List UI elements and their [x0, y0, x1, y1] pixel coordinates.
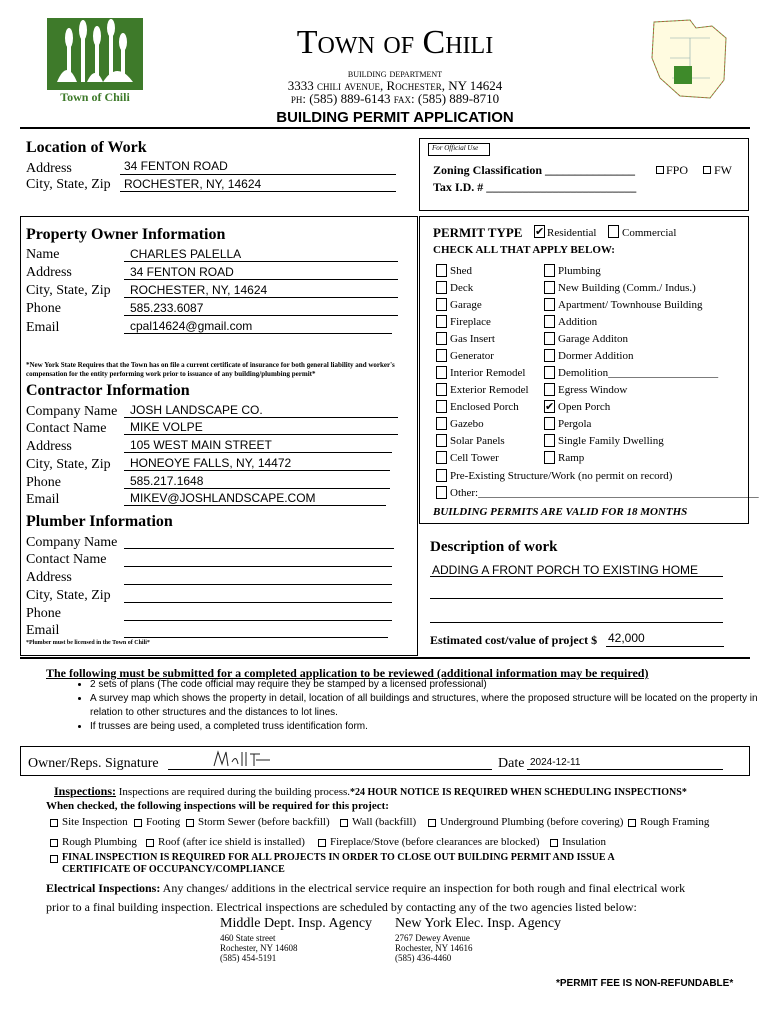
electrical-text-2: prior to a final building inspection. Electrical inspections are scheduled by contacting any of the two agencies listed below: — [46, 900, 637, 914]
preexisting-label: Pre-Existing Structure/Work (no permit on record) — [450, 470, 673, 482]
permit-option-checkbox[interactable] — [544, 417, 555, 430]
inspection-label: Storm Sewer (before backfill) — [198, 816, 330, 828]
inspection-label: Rough Framing — [640, 816, 710, 828]
agency-phone: (585) 454-5191 — [220, 953, 277, 963]
location-city-line — [120, 191, 396, 192]
inspection-checkbox[interactable] — [318, 839, 326, 847]
contractor-contact-field[interactable]: MIKE VOLPE — [130, 420, 203, 434]
inspections-line — [54, 784, 687, 799]
permit-option-label: Shed — [450, 265, 472, 277]
permit-option-checkbox[interactable] — [544, 264, 555, 277]
permit-option-label: Gas Insert — [450, 333, 495, 345]
zoning-label: Zoning Classification _______________ — [433, 163, 636, 177]
location-address-label: Address — [26, 161, 72, 176]
contractor-phone-label: Phone — [26, 475, 61, 490]
inspection-checkbox[interactable] — [50, 839, 58, 847]
department-address: 3333 chili avenue, Rochester, NY 14624 — [287, 78, 503, 93]
permit-option-label: Apartment/ Townhouse Building — [558, 299, 703, 311]
inspection-label: Insulation — [562, 836, 606, 848]
permit-option-label: Cell Tower — [450, 452, 499, 464]
inspection-label: Footing — [146, 816, 181, 828]
permit-option-label: Pergola — [558, 418, 592, 430]
permit-option-label: Single Family Dwelling — [558, 435, 664, 447]
valid-note: BUILDING PERMITS ARE VALID FOR 18 MONTHS — [433, 506, 688, 518]
contractor-city-line — [124, 470, 390, 471]
location-address-line — [120, 174, 396, 175]
permit-option-checkbox[interactable] — [544, 451, 555, 464]
contractor-company-line — [124, 417, 398, 418]
inspection-label: Rough Plumbing — [62, 836, 137, 848]
inspection-checkbox[interactable] — [50, 819, 58, 827]
contractor-email-label: Email — [26, 492, 60, 507]
permit-option-checkbox[interactable] — [544, 332, 555, 345]
permit-option-checkbox[interactable] — [544, 383, 555, 396]
signature-scribble-icon[interactable] — [212, 748, 272, 770]
owner-email-label: Email — [26, 320, 60, 335]
permit-option-checkbox[interactable] — [436, 349, 447, 362]
location-address-field[interactable]: 34 FENTON ROAD — [124, 159, 228, 173]
inspection-checkbox[interactable] — [134, 819, 142, 827]
owner-phone-field[interactable]: 585.233.6087 — [130, 301, 204, 315]
requirements-list — [50, 678, 770, 734]
description-heading: Description of work — [430, 539, 558, 555]
check-all-label: CHECK ALL THAT APPLY BELOW: — [433, 244, 615, 256]
date-line — [527, 769, 723, 770]
permit-option-checkbox[interactable] — [436, 434, 447, 447]
contractor-company-label: Company Name — [26, 404, 118, 419]
permit-option-label: Addition — [558, 316, 598, 328]
page-title: Town of Chili — [296, 24, 494, 61]
description-line-3 — [430, 622, 723, 623]
requirement-item: • If trusses are being used, a completed truss identification form. — [90, 720, 770, 734]
permit-type-heading: PERMIT TYPE — [433, 225, 523, 240]
owner-city-field[interactable]: ROCHESTER, NY, 14624 — [130, 283, 268, 297]
tax-id-label: Tax I.D. # _________________________ — [433, 180, 637, 194]
plumber-note: *Plumber must be licensed in the Town of Chili* — [26, 640, 150, 646]
permit-option-label: Demolition____________________ — [558, 367, 719, 379]
contractor-phone-field[interactable]: 585.217.1648 — [130, 474, 204, 488]
inspections-notice: *24 HOUR NOTICE IS REQUIRED WHEN SCHEDULING INSPECTIONS* — [350, 787, 687, 798]
agency-address: 460 State street — [220, 933, 276, 943]
permit-option-label: Fireplace — [450, 316, 491, 328]
other-checkbox[interactable] — [436, 486, 447, 499]
date-field[interactable]: 2024-12-11 — [530, 757, 581, 768]
cattail-logo-icon — [47, 18, 143, 90]
residential-label: Residential — [547, 227, 597, 239]
permit-option-label: Generator — [450, 350, 494, 362]
plumber-company-label: Company Name — [26, 535, 118, 550]
signature-label: Owner/Reps. Signature — [28, 756, 159, 771]
cost-field[interactable]: 42,000 — [608, 631, 645, 645]
date-label: Date — [498, 756, 525, 771]
insurance-note: *New York State Requires that the Town has on file a current certificate of insurance for both general liability and worker's compensation for the entity performing work prior to issuance of any building/plumbing permit* — [26, 361, 395, 378]
residential-checkbox[interactable]: ✔ — [535, 225, 545, 238]
permit-option-checkbox[interactable] — [436, 281, 447, 294]
permit-option-label: Gazebo — [450, 418, 484, 430]
plumber-contact-field[interactable] — [124, 566, 392, 567]
description-field[interactable]: ADDING A FRONT PORCH TO EXISTING HOME — [432, 563, 699, 577]
inspection-label: Wall (backfill) — [352, 816, 417, 828]
owner-heading: Property Owner Information — [26, 226, 226, 243]
agency-city: Rochester, NY 14608 — [220, 943, 298, 953]
owner-city-label: City, State, Zip — [26, 283, 111, 298]
agency-phone: (585) 436-4460 — [395, 953, 452, 963]
plumber-phone-label: Phone — [26, 606, 61, 621]
contractor-heading: Contractor Information — [26, 382, 190, 399]
permit-option-label: Solar Panels — [450, 435, 505, 447]
electrical-label: Electrical Inspections: — [46, 881, 161, 895]
agency-city: Rochester, NY 14616 — [395, 943, 473, 953]
permit-option-checkbox[interactable] — [436, 332, 447, 345]
permit-option-checkbox[interactable] — [436, 315, 447, 328]
permit-option-checkbox[interactable] — [544, 349, 555, 362]
plumber-email-field[interactable] — [124, 637, 388, 638]
town-logo — [47, 18, 143, 90]
cost-line — [606, 646, 724, 647]
permit-option-checkbox[interactable] — [544, 298, 555, 311]
owner-address-field[interactable]: 34 FENTON ROAD — [130, 265, 234, 279]
permit-option-checkbox[interactable] — [436, 264, 447, 277]
town-map — [650, 18, 730, 100]
owner-name-field[interactable]: CHARLES PALELLA — [130, 247, 242, 261]
when-checked-label: When checked, the following inspections will be required for this project: — [46, 800, 389, 812]
final-inspection-note: FINAL INSPECTION IS REQUIRED FOR ALL PROJECTS IN ORDER TO CLOSE OUT BUILDING PERMIT AND ISSUE A — [62, 852, 615, 863]
electrical-text-1: Any changes/ additions in the electrical service require an inspection for both rough and final electrical work — [162, 881, 686, 895]
title-divider — [20, 127, 750, 129]
logo-caption: Town of Chili — [60, 90, 130, 104]
contractor-address-line — [124, 452, 392, 453]
plumber-address-field[interactable] — [124, 584, 392, 585]
inspections-text: Inspections are required during the building process. — [118, 786, 351, 798]
department: building department — [347, 66, 443, 80]
description-line-1 — [430, 576, 723, 577]
plumber-company-field[interactable] — [124, 548, 394, 549]
owner-email-field[interactable]: cpal14624@gmail.com — [130, 319, 253, 333]
permit-option-checkbox[interactable] — [436, 417, 447, 430]
cost-label: Estimated cost/value of project $ — [430, 633, 598, 647]
plumber-city-label: City, State, Zip — [26, 588, 111, 603]
commercial-label: Commercial — [622, 227, 677, 239]
inspections-label: Inspections: — [54, 784, 117, 798]
location-city-field[interactable]: ROCHESTER, NY, 14624 — [124, 177, 262, 191]
permit-option-checkbox[interactable] — [544, 434, 555, 447]
contractor-city-label: City, State, Zip — [26, 457, 111, 472]
fpo-label: FPO — [666, 163, 689, 177]
permit-option-label: New Building (Comm./ Indus.) — [558, 282, 696, 294]
plumber-phone-field[interactable] — [124, 620, 392, 621]
fw-checkbox[interactable] — [703, 166, 711, 174]
owner-phone-label: Phone — [26, 301, 61, 316]
location-city-label: City, State, Zip — [26, 177, 111, 192]
permit-option-checkbox[interactable] — [436, 451, 447, 464]
permit-option-label: Dormer Addition — [558, 350, 634, 362]
permit-option-checkbox[interactable] — [544, 315, 555, 328]
final-inspection-note-2: CERTIFICATE OF OCCUPANCY/COMPLIANCE — [62, 864, 285, 875]
inspection-checkbox[interactable] — [550, 839, 558, 847]
location-heading: Location of Work — [26, 139, 147, 156]
permit-option-checkbox[interactable] — [436, 366, 447, 379]
agency-name: New York Elec. Insp. Agency — [395, 916, 562, 931]
plumber-address-label: Address — [26, 570, 72, 585]
requirements-heading: The following must be submitted for a completed application to be reviewed (additional information may be required) — [46, 666, 649, 680]
permit-option-checkbox[interactable] — [544, 366, 555, 379]
inspection-label: Site Inspection — [62, 816, 128, 828]
electrical-line-1 — [46, 881, 685, 896]
contractor-city-field[interactable]: HONEOYE FALLS, NY, 14472 — [130, 456, 292, 470]
fee-note: *PERMIT FEE IS NON-REFUNDABLE* — [556, 978, 734, 989]
preexisting-checkbox[interactable] — [436, 469, 447, 482]
permit-option-checkbox[interactable] — [436, 400, 447, 413]
permit-option-checkbox[interactable] — [436, 298, 447, 311]
permit-option-checkbox[interactable]: ✔ — [545, 400, 555, 413]
contractor-phone-line — [124, 488, 390, 489]
contractor-address-label: Address — [26, 439, 72, 454]
contractor-contact-label: Contact Name — [26, 421, 107, 436]
section-divider — [20, 657, 750, 659]
permit-option-label: Deck — [450, 282, 474, 294]
agency-1 — [220, 916, 372, 963]
plumber-heading: Plumber Information — [26, 513, 173, 530]
plumber-city-field[interactable] — [124, 602, 392, 603]
plumber-email-label: Email — [26, 623, 60, 638]
fpo-checkbox[interactable] — [656, 166, 664, 174]
contractor-address-field[interactable]: 105 WEST MAIN STREET — [130, 438, 272, 452]
inspection-label: Roof (after ice shield is installed) — [158, 836, 305, 848]
form-title: BUILDING PERMIT APPLICATION — [276, 109, 514, 126]
permit-option-label: Ramp — [558, 452, 585, 464]
permit-option-label: Garage — [450, 299, 482, 311]
inspection-checkbox[interactable] — [628, 819, 636, 827]
permit-option-label: Egress Window — [558, 384, 628, 396]
permit-option-checkbox[interactable] — [436, 383, 447, 396]
plumber-contact-label: Contact Name — [26, 552, 107, 567]
inspection-checkbox[interactable] — [340, 819, 348, 827]
inspection-checkbox[interactable] — [146, 839, 154, 847]
requirement-item: • A survey map which shows the property in detail, location of all buildings and structures, where the proposed structure will be located on the property in relation to other structures and the distances to lot lines. — [90, 692, 770, 720]
contractor-company-field[interactable]: JOSH LANDSCAPE CO. — [130, 403, 263, 417]
permit-option-label: Exterior Remodel — [450, 384, 529, 396]
permit-option-checkbox[interactable] — [544, 281, 555, 294]
permit-option-label: Enclosed Porch — [450, 401, 519, 413]
permit-option-label: Interior Remodel — [450, 367, 526, 379]
official-use-tag: For Official Use — [432, 144, 479, 152]
contractor-contact-line — [124, 434, 398, 435]
inspection-label: Underground Plumbing (before covering) — [440, 816, 624, 828]
agency-address: 2767 Dewey Avenue — [395, 933, 470, 943]
requirement-item: • 2 sets of plans (The code official may require they be stamped by a licensed professional) — [90, 678, 770, 692]
contractor-email-line — [124, 505, 386, 506]
description-line-2 — [430, 598, 723, 599]
agency-2 — [395, 916, 561, 963]
inspection-checkbox[interactable] — [186, 819, 194, 827]
permit-option-label: Plumbing — [558, 265, 601, 277]
department-phone: ph: (585) 889-6143 fax: (585) 889-8710 — [290, 91, 500, 106]
permit-option-label: Garage Additon — [558, 333, 628, 345]
agency-name: Middle Dept. Insp. Agency — [220, 916, 373, 931]
permit-option-label: Open Porch — [558, 401, 611, 413]
commercial-checkbox[interactable] — [608, 225, 619, 238]
inspection-label: Fireplace/Stove (before clearances are blocked) — [330, 836, 540, 848]
final-inspection-checkbox[interactable] — [50, 855, 58, 863]
owner-name-label: Name — [26, 247, 60, 262]
contractor-email-field[interactable]: MIKEV@JOSHLANDSCAPE.COM — [130, 491, 316, 505]
other-label: Other:___________________________________________________ — [450, 487, 759, 499]
inspection-checkbox[interactable] — [428, 819, 436, 827]
owner-address-label: Address — [26, 265, 72, 280]
fw-label: FW — [714, 163, 732, 177]
